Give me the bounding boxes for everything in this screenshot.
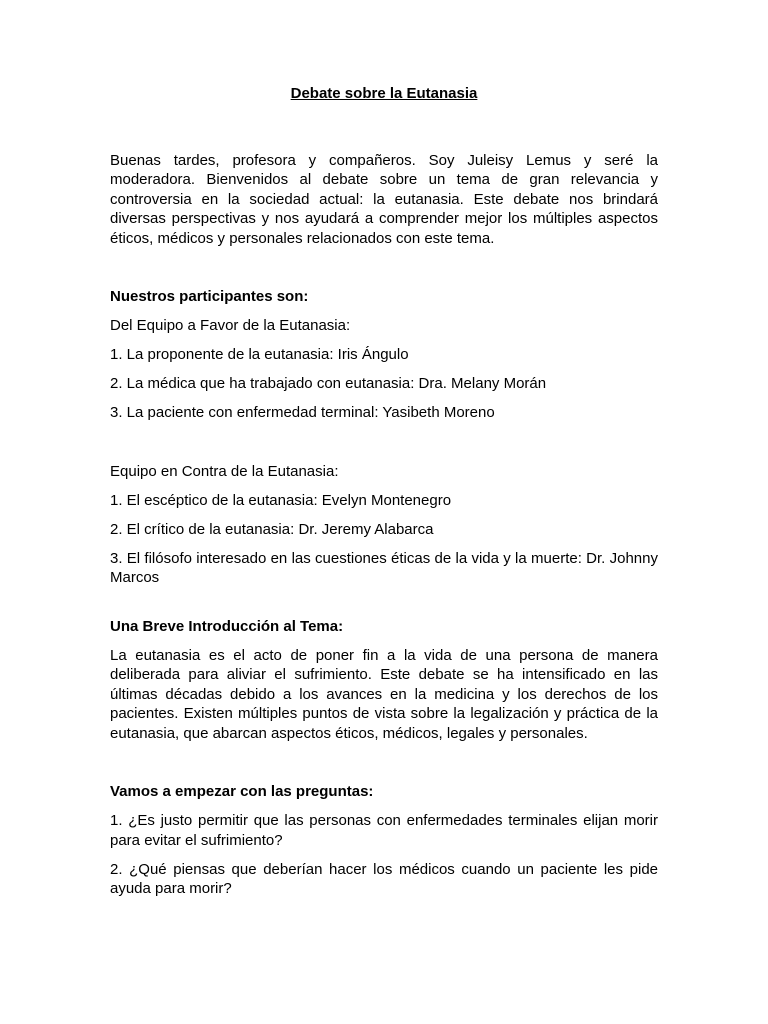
favor-team-member: 2. La médica que ha trabajado con eutanasia: Dra. Melany Morán [110, 375, 547, 392]
question-item: 2. ¿Qué piensas que deberían hacer los médicos cuando un paciente les pide ayuda para morir? [110, 860, 658, 897]
favor-team-member: 1. La proponente de la eutanasia: Iris Ángulo [110, 346, 409, 363]
questions-heading: Vamos a empezar con las preguntas: [110, 783, 374, 800]
participants-heading: Nuestros participantes son: [110, 288, 309, 305]
contra-team-member: 2. El crítico de la eutanasia: Dr. Jeremy Alabarca [110, 520, 434, 538]
contra-team-heading: Equipo en Contra de la Eutanasia: [110, 462, 339, 480]
topic-intro-heading: Una Breve Introducción al Tema: [110, 617, 344, 635]
document-title: Debate sobre la Eutanasia [290, 85, 478, 102]
favor-team-heading: Del Equipo a Favor de la Eutanasia: [110, 317, 351, 334]
favor-team-member: 3. La paciente con enfermedad terminal: Yasibeth Moreno [110, 404, 495, 421]
intro-paragraph: Buenas tardes, profesora y compañeros. Soy Juleisy Lemus y seré la moderadora. Bienvenidos al debate sobre un tema de gran relevancia y controversia en la sociedad actual: la eutanasia. Este debate nos brindará diversas perspectivas y nos ayudará a comprender mejor los múltiples aspectos éticos, médicos y personales relacionados con este tema. [110, 151, 658, 247]
contra-team-member: 1. El escéptico de la eutanasia: Evelyn Montenegro [110, 491, 452, 509]
question-item: 1. ¿Es justo permitir que las personas con enfermedades terminales elijan morir para evitar el sufrimiento? [110, 812, 658, 849]
document-body [110, 84, 658, 899]
contra-team-member: 3. El filósofo interesado en las cuestiones éticas de la vida y la muerte: Dr. Johnny Marcos [110, 549, 658, 586]
topic-intro-paragraph: La eutanasia es el acto de poner fin a la vida de una persona de manera deliberada para aliviar el sufrimiento. Este debate se ha intensificado en las últimas décadas debido a los avances en la medicina y los derechos de los pacientes. Existen múltiples puntos de vista sobre la legalización y práctica de la eutanasia, que abarcan aspectos éticos, médicos, legales y personales. [110, 646, 658, 742]
